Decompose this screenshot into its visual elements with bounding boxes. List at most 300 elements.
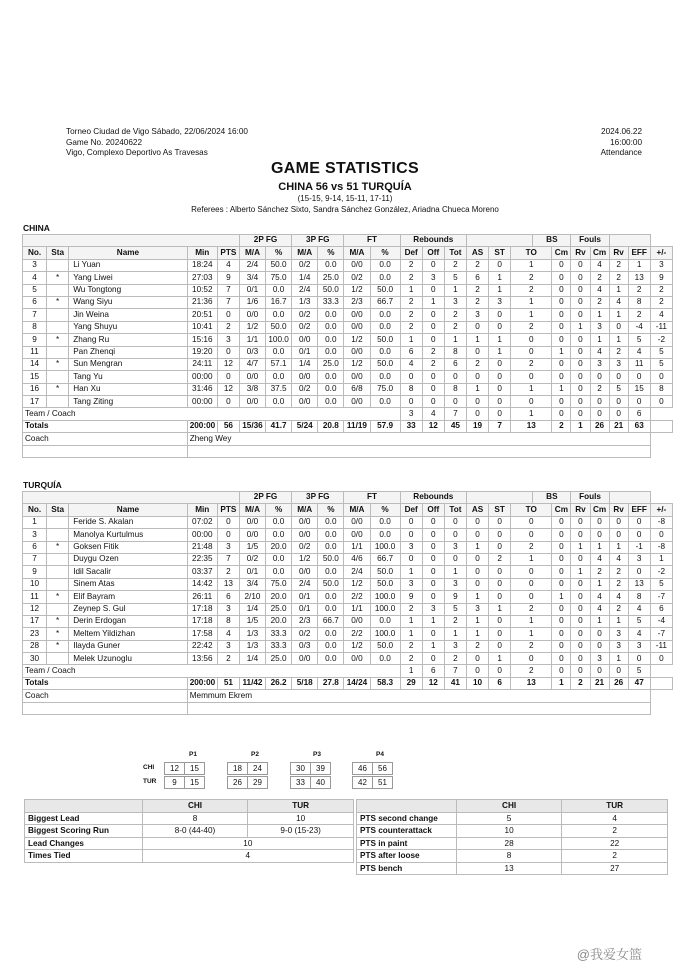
cell: 27.8 [318,677,344,689]
cell: 0/2 [292,309,318,321]
cell: 0/0 [344,309,370,321]
player-name: Idil Sacalir [69,566,188,578]
cell: 4 [609,591,628,603]
blank-header [357,800,457,813]
cell: 0 [552,529,571,541]
cell: 3 [489,296,511,308]
cell: 0 [571,346,590,358]
column-header: % [318,247,344,259]
cell: 1/2 [344,284,370,296]
cell: 7 [489,420,511,432]
cell: 0 [422,321,444,333]
cell: 0 [552,396,571,408]
cell: 2 [609,603,628,615]
cell: 0 [466,566,488,578]
cell: 0.0 [318,396,344,408]
cell: 1 [489,272,511,284]
cell: 0 [628,566,650,578]
cell: 17:18 [187,603,217,615]
group-header: FT [344,235,400,247]
cell: 1 [609,334,628,346]
cell: 1 [444,566,466,578]
cell: 0 [571,371,590,383]
blank-row [23,702,673,714]
cell: 0/0 [344,259,370,271]
cell: 0/0 [344,529,370,541]
cell: 50.0 [370,578,400,590]
cell: 3/4 [239,272,265,284]
period-label: P2 [251,751,259,758]
cell: 1 [571,541,590,553]
cell: 0.0 [370,272,400,284]
group-header-row [23,235,673,247]
cell: 3 [444,296,466,308]
period-scores: (15-15, 9-14, 15-11, 17-11) [297,194,393,203]
blank-header [23,492,240,504]
cell [47,529,69,541]
team-coach-row [23,408,673,420]
cell: 4 [562,812,668,825]
cell: 0 [552,371,571,383]
cell: 1 [489,346,511,358]
cell: 0 [466,553,488,565]
cell: 1 [489,284,511,296]
cell: 0.0 [318,591,344,603]
cell: 1 [400,334,422,346]
cell: 1 [422,296,444,308]
cell: 1 [590,309,609,321]
cell: 0.0 [266,371,292,383]
cell: 26:11 [187,591,217,603]
cell: 2 [511,640,552,652]
cell: 2 [628,284,650,296]
cell: 0 [217,529,239,541]
cell: 5 [628,334,650,346]
cell: 56 [217,420,239,432]
cell: 1/1 [344,541,370,553]
cell: 0/0 [344,615,370,627]
cell: 2 [422,358,444,370]
coach-name: Zheng Wey [187,433,650,445]
cell: 0.0 [318,603,344,615]
cell: 0 [400,529,422,541]
cell: 5/18 [292,677,318,689]
cell: 0.0 [370,259,400,271]
cell: 1 [650,553,672,565]
cell: 200:00 [187,420,217,432]
cell: 0/0 [239,396,265,408]
cell: 15:16 [187,334,217,346]
group-header: Rebounds [400,235,466,247]
cell: 100.0 [370,603,400,615]
game-time: 16:00:00 [610,137,642,147]
quarter-score: 30 [291,763,311,775]
quarter-team-label: TUR [143,778,157,785]
cell: 15 [23,371,47,383]
table-row [23,578,673,590]
cell: 4 [628,603,650,615]
cell: 13:56 [187,653,217,665]
referees: Referees : Alberto Sánchez Sixto, Sandra Sánchez González, Ariadna Chueca Moreno [191,205,499,214]
cell: 11 [628,358,650,370]
cell: 1 [511,553,552,565]
cell: 0/0 [239,309,265,321]
cell: 0.0 [266,396,292,408]
cell: 0.0 [370,396,400,408]
cell: 2/4 [292,578,318,590]
cell: 3 [650,259,672,271]
column-header: TO [511,247,552,259]
cell: 2 [511,284,552,296]
cell: 0/0 [239,371,265,383]
cell: 50.0 [318,578,344,590]
column-header: Cm [552,247,571,259]
cell: * [47,640,69,652]
quarter-score: 46 [353,763,373,775]
cell [47,603,69,615]
cell [47,259,69,271]
cell: 9 [650,272,672,284]
cell: 75.0 [266,578,292,590]
table-row [23,358,673,370]
cell: -1 [628,541,650,553]
cell: 0 [609,321,628,333]
cell: 0 [511,396,552,408]
player-name: Manolya Kurtulmus [69,529,188,541]
cell: 22 [562,837,668,850]
cell: 0 [422,516,444,528]
group-header: BS [533,492,571,504]
cell: 0 [422,653,444,665]
cell: 29 [400,677,422,689]
cell: 0/0 [239,516,265,528]
quarter-score-box [227,762,268,775]
cell: 0/2 [344,272,370,284]
cell: 0 [552,566,571,578]
cell: 2 [444,615,466,627]
cell: 1 [552,383,571,395]
cell: 0 [444,516,466,528]
row-label: PTS after loose [357,850,457,863]
cell: 2 [511,603,552,615]
cell: 0/1 [239,566,265,578]
table-row [357,812,668,825]
column-header: Cm [590,504,609,516]
cell: 8 [217,615,239,627]
cell: 3 [400,541,422,553]
cell: 6 [400,346,422,358]
cell: 28 [23,640,47,652]
cell: 33.3 [266,640,292,652]
cell: 2 [400,272,422,284]
table-row [25,837,354,850]
attendance-label: Attendance [600,148,642,157]
column-header: Def [400,247,422,259]
cell: 50.0 [370,284,400,296]
cell: 0.0 [370,529,400,541]
cell: 6 [23,541,47,553]
cell: 0.0 [370,321,400,333]
cell [650,420,672,432]
cell: 4 [650,309,672,321]
quarter-score-box [164,776,205,789]
cell: * [47,615,69,627]
cell: -8 [650,541,672,553]
cell: 30 [23,653,47,665]
cell: 0.0 [370,309,400,321]
box-score-table-china [22,234,673,458]
cell: 0 [422,371,444,383]
cell: -4 [650,615,672,627]
cell: -8 [650,516,672,528]
cell: 7 [444,408,466,420]
table-row [23,396,673,408]
cell: 1 [466,541,488,553]
cell: 5 [456,812,562,825]
cell: 12 [217,383,239,395]
cell: 22:35 [187,553,217,565]
cell: 0 [489,408,511,420]
cell: 0 [571,383,590,395]
column-header: EFF [628,247,650,259]
cell: 1 [466,591,488,603]
cell: 0.0 [266,553,292,565]
cell: 1 [444,284,466,296]
cell: 1 [511,309,552,321]
cell: 0 [609,371,628,383]
cell: 8-0 (44-40) [142,825,248,838]
cell: 0 [552,640,571,652]
game-summary-table [24,799,354,863]
cell: 15 [628,383,650,395]
cell: 0/2 [292,628,318,640]
table-row [23,615,673,627]
cell: 4 [590,603,609,615]
quarter-score-box [352,762,393,775]
cell: 5 [650,346,672,358]
cell: 0 [422,334,444,346]
cell: 3 [590,321,609,333]
cell: 14 [23,358,47,370]
table-row [23,383,673,395]
group-header: Rebounds [400,492,466,504]
cell: 0 [571,628,590,640]
cell: 0/0 [344,346,370,358]
cell: 0 [571,272,590,284]
cell: 0 [590,640,609,652]
cell: 8 [400,383,422,395]
cell: 0 [609,396,628,408]
cell: 1 [466,628,488,640]
cell: 0 [444,396,466,408]
cell: 0 [466,346,488,358]
cell: 4 [628,346,650,358]
column-header: PTS [217,504,239,516]
cell: 3 [628,640,650,652]
cell: 3 [23,529,47,541]
cell: 7 [217,296,239,308]
cell: 1 [466,615,488,627]
column-header: AS [466,247,488,259]
cell: 0/0 [292,334,318,346]
cell: 1/2 [239,321,265,333]
cell: 0/1 [292,591,318,603]
cell: 0 [552,408,571,420]
cell: 00:00 [187,396,217,408]
cell [47,553,69,565]
cell: 3 [23,259,47,271]
game-number: Game No. 20240622 [66,137,143,147]
cell: 0.0 [318,371,344,383]
cell: 12 [422,677,444,689]
cell: 0.0 [318,321,344,333]
column-header: M/A [292,247,318,259]
cell: 0 [422,566,444,578]
cell: 0 [650,529,672,541]
table-row [23,259,673,271]
cell: 0 [422,553,444,565]
column-header: Name [69,247,188,259]
player-name: Sun Mengran [69,358,188,370]
cell: 3 [590,358,609,370]
cell: 5 [609,383,628,395]
cell: 0.0 [318,259,344,271]
cell: 0.0 [318,640,344,652]
column-header-row [23,504,673,516]
cell: 0/1 [239,284,265,296]
cell: 0 [590,371,609,383]
cell: 2 [400,603,422,615]
cell: 1 [400,628,422,640]
quarter-score-box [352,776,393,789]
column-header: % [266,247,292,259]
cell: 1 [511,296,552,308]
cell: 0 [552,259,571,271]
cell: 2 [400,309,422,321]
cell: 3 [609,358,628,370]
column-header-row [23,247,673,259]
table-row [25,812,354,825]
cell [47,396,69,408]
column-header: % [370,504,400,516]
cell: 0 [590,529,609,541]
cell: 2 [650,296,672,308]
cell: 1 [571,420,590,432]
cell: 0.0 [318,309,344,321]
cell: 0 [422,383,444,395]
row-label: Team / Coach [23,408,401,420]
cell: 1 [422,640,444,652]
cell: 0.0 [266,529,292,541]
row-label: Coach [23,690,188,702]
quarter-score: 29 [248,777,268,789]
cell: 0 [489,640,511,652]
column-header: No. [23,504,47,516]
cell: 1/3 [239,640,265,652]
cell: 0 [628,396,650,408]
cell: 100.0 [266,334,292,346]
cell: 25.0 [318,272,344,284]
blank-header [466,492,532,504]
column-header: M/A [344,504,370,516]
cell: 2 [444,259,466,271]
cell: 1 [511,615,552,627]
cell: 20.0 [266,615,292,627]
blank-cell [23,445,188,457]
cell: 0 [590,628,609,640]
player-name: Meltem Yildizhan [69,628,188,640]
cell: 0 [511,578,552,590]
cell: 0/2 [292,383,318,395]
row-label: Totals [23,677,188,689]
cell: 0 [609,516,628,528]
cell: 1 [422,615,444,627]
cell: 6 [217,591,239,603]
cell: 2/4 [344,566,370,578]
group-header: 3P FG [292,492,344,504]
column-header: Rv [609,247,628,259]
cell: 23 [23,628,47,640]
group-header-row [23,492,673,504]
quarter-team-label: CHI [143,764,155,771]
row-label: PTS bench [357,862,457,875]
column-header: M/A [239,504,265,516]
table-row [23,529,673,541]
cell: -7 [650,628,672,640]
cell: 24:11 [187,358,217,370]
cell: 4 [23,272,47,284]
player-name: Sinem Atas [69,578,188,590]
cell: 7 [217,553,239,565]
cell: 0 [511,371,552,383]
cell: 2/3 [344,296,370,308]
cell: 100.0 [370,541,400,553]
cell: 50.0 [370,358,400,370]
totals-row [23,677,673,689]
cell: 0.0 [318,516,344,528]
cell: 2 [444,309,466,321]
cell: 0 [489,615,511,627]
cell: 0 [466,653,488,665]
cell: 0/0 [344,321,370,333]
quarter-score: 15 [185,777,205,789]
cell: 0 [217,309,239,321]
player-name: Ilayda Guner [69,640,188,652]
cell: 0 [400,371,422,383]
cell: 9 [23,566,47,578]
cell: 27:03 [187,272,217,284]
cell: 0.0 [318,529,344,541]
cell: 20.0 [266,591,292,603]
cell: 9-0 (15-23) [248,825,354,838]
cell: 1 [590,578,609,590]
group-header: BS [533,235,571,247]
quarter-score: 9 [165,777,185,789]
cell: 3 [466,603,488,615]
cell: 3 [628,553,650,565]
cell: 0/0 [344,396,370,408]
cell: 1 [489,603,511,615]
cell: 13 [511,420,552,432]
cell: 16.7 [266,296,292,308]
column-header: Name [69,504,188,516]
cell: 1/1 [344,603,370,615]
cell: 14/24 [344,677,370,689]
cell: 1/4 [239,603,265,615]
cell: 0 [571,665,590,677]
cell: 1/4 [292,358,318,370]
cell: 0 [628,516,650,528]
